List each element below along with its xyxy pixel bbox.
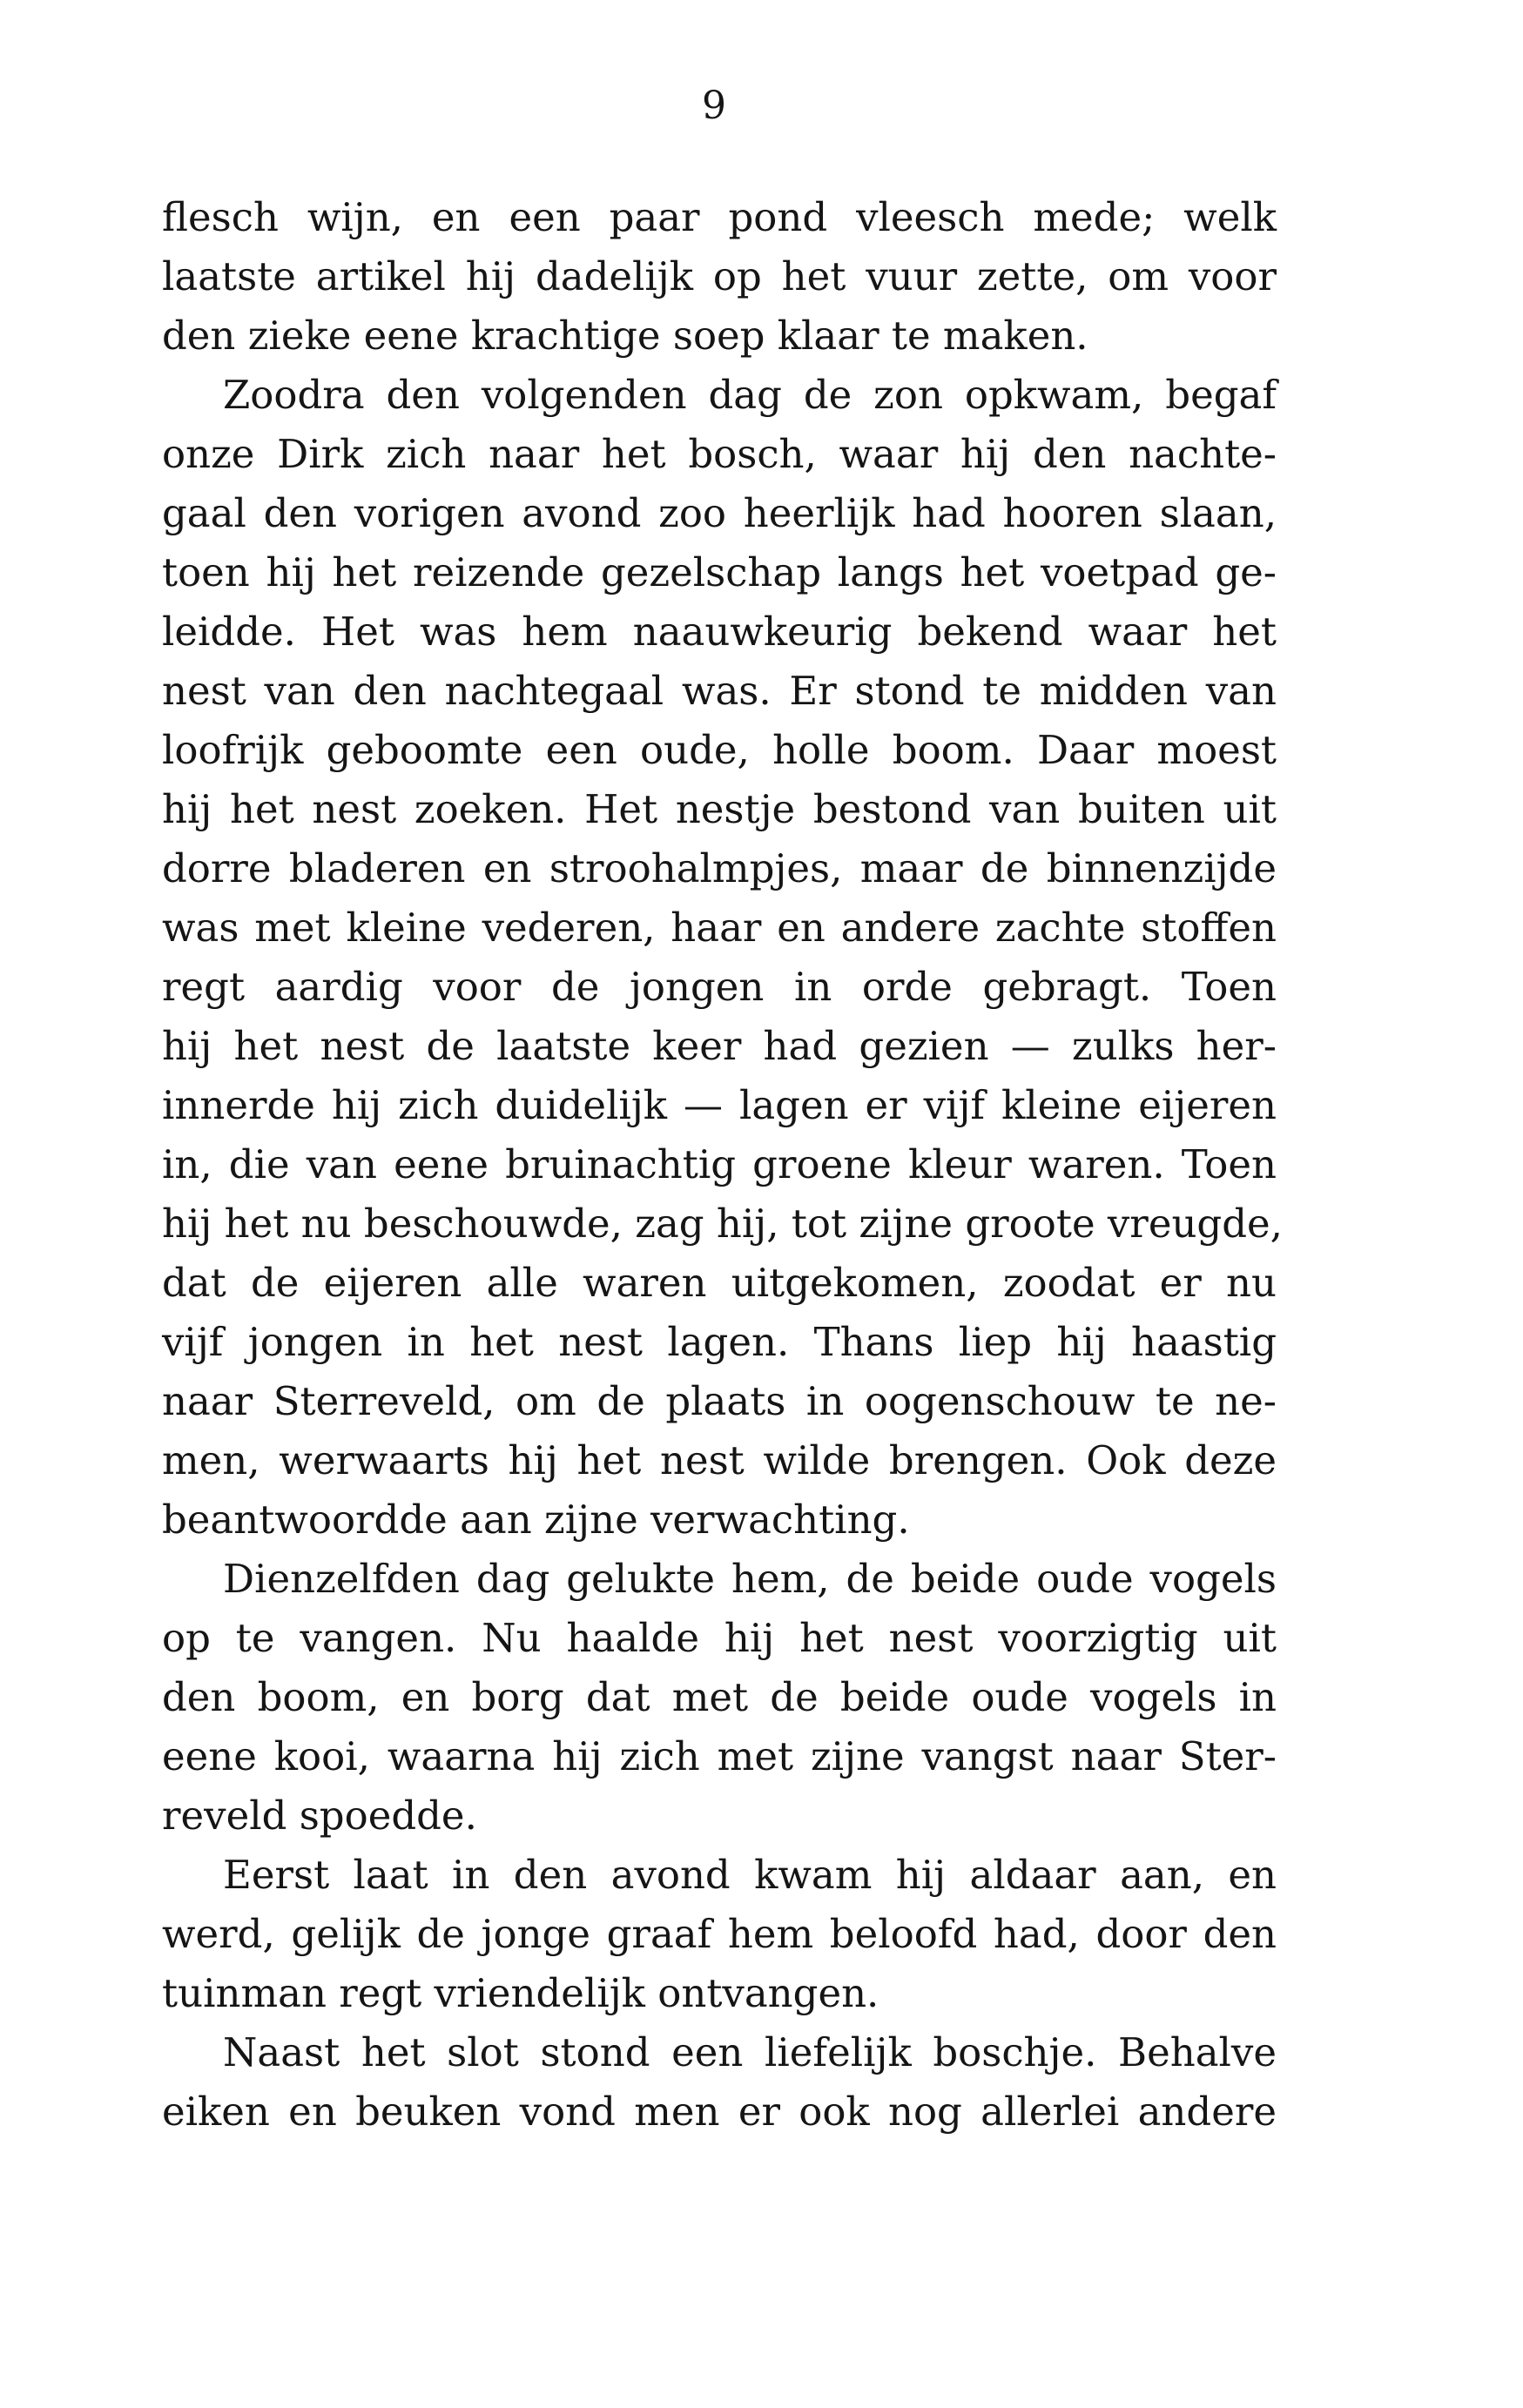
text-line: nest van den nachtegaal was. Er stond te midden van (162, 668, 1277, 714)
text-line: op te vangen. Nu haalde hij het nest voorzigtig uit (162, 1615, 1277, 1661)
text-line: leidde. Het was hem naauwkeurig bekend waar het (162, 609, 1277, 655)
text-line: eiken en beuken vond men er ook nog allerlei andere (162, 2089, 1277, 2135)
text-line: dat de eijeren alle waren uitgekomen, zoodat er nu (162, 1260, 1277, 1306)
paragraph (162, 2023, 1277, 2142)
text-line: eene kooi, waarna hij zich met zijne vangst naar Ster- (162, 1733, 1277, 1779)
text-line: regt aardig voor de jongen in orde gebragt. Toen (162, 964, 1277, 1010)
text-line: vijf jongen in het nest lagen. Thans liep hij haastig (162, 1319, 1277, 1365)
page-number: 9 (702, 84, 726, 128)
text-line: tuinman regt vriendelijk ontvangen. (162, 1970, 879, 2016)
text-line: Zoodra den volgenden dag de zon opkwam, begaf (223, 372, 1277, 418)
paragraph (162, 1550, 1277, 1846)
text-line: innerde hij zich duidelijk — lagen er vijf kleine eijeren (162, 1082, 1277, 1128)
text-line: Eerst laat in den avond kwam hij aldaar aan, en (223, 1852, 1277, 1898)
text-line: hij het nest zoeken. Het nestje bestond van buiten uit (162, 786, 1277, 832)
text-line: onze Dirk zich naar het bosch, waar hij den nachte- (162, 431, 1277, 477)
text-line: hij het nu beschouwde, zag hij, tot zijne groote vreugde, (162, 1201, 1283, 1247)
paragraph (162, 366, 1283, 1550)
text-line: reveld spoedde. (162, 1793, 477, 1839)
text-line: werd, gelijk de jonge graaf hem beloofd had, door den (162, 1911, 1277, 1957)
text-line: naar Sterreveld, om de plaats in oogenschouw te ne- (162, 1378, 1277, 1424)
text-line: toen hij het reizende gezelschap langs het voetpad ge- (162, 549, 1277, 595)
body-text (162, 188, 1283, 2142)
text-line: den boom, en borg dat met de beide oude vogels in (162, 1674, 1277, 1720)
text-line: beantwoordde aan zijne verwachting. (162, 1497, 910, 1543)
text-line: Dienzelfden dag gelukte hem, de beide oude vogels (223, 1556, 1277, 1602)
text-line: flesch wijn, en een paar pond vleesch mede; welk (162, 194, 1277, 240)
text-line: men, werwaarts hij het nest wilde brengen. Ook deze (162, 1437, 1277, 1483)
paragraph (162, 1846, 1277, 2023)
text-line: in, die van eene bruinachtig groene kleur waren. Toen (162, 1141, 1277, 1187)
text-line: was met kleine vederen, haar en andere zachte stoffen (162, 905, 1277, 951)
text-line: dorre bladeren en stroohalmpjes, maar de binnenzijde (162, 845, 1277, 891)
text-line: den zieke eene krachtige soep klaar te maken. (162, 313, 1088, 359)
text-line: loofrijk geboomte een oude, holle boom. Daar moest (162, 727, 1277, 773)
text-line: Naast het slot stond een liefelijk boschje. Behalve (223, 2029, 1277, 2075)
paragraph (162, 188, 1277, 366)
text-line: laatste artikel hij dadelijk op het vuur zette, om voor (162, 253, 1277, 299)
text-line: hij het nest de laatste keer had gezien — zulks her- (162, 1023, 1277, 1069)
text-line: gaal den vorigen avond zoo heerlijk had hooren slaan, (162, 490, 1277, 536)
